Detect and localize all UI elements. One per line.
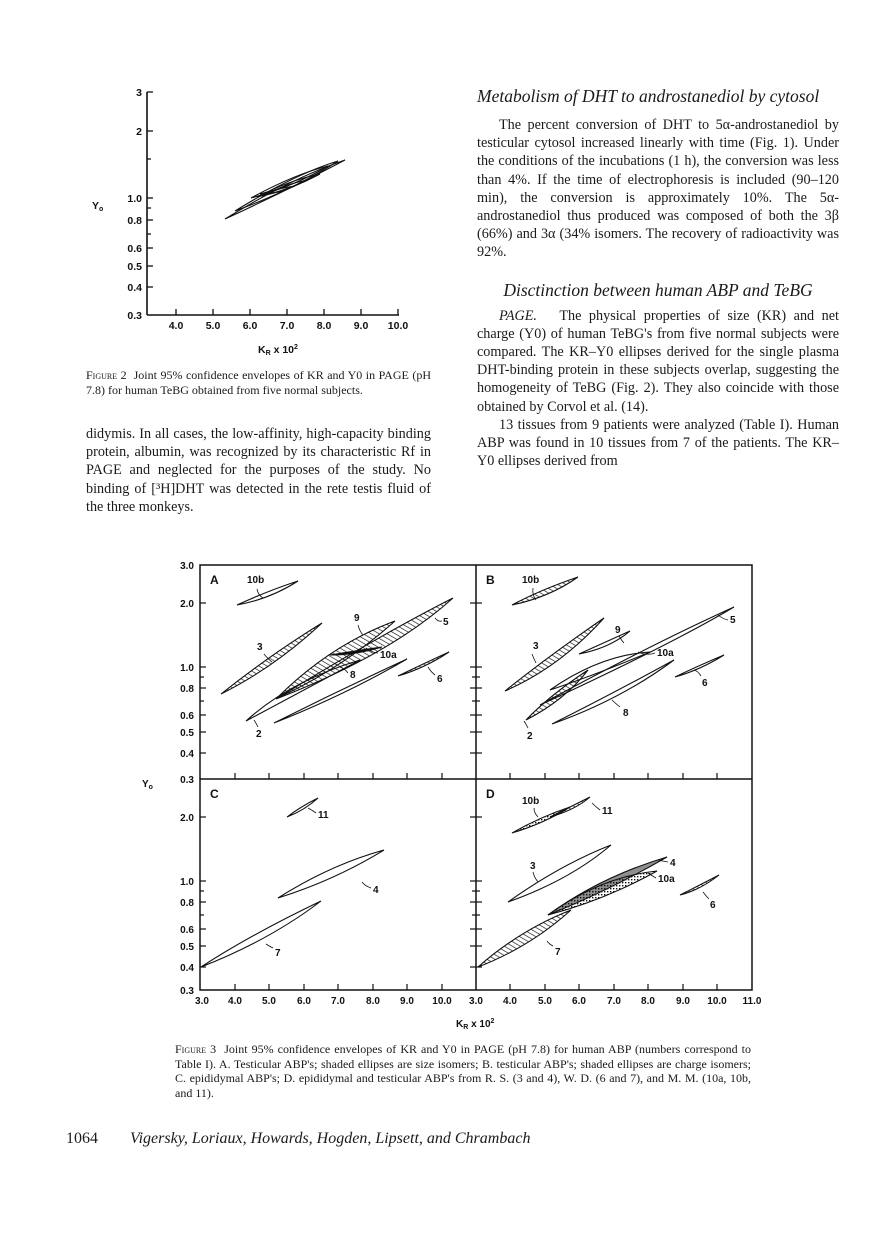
running-footer-authors: Vigersky, Loriaux, Howards, Hogden, Lipsett, and Chrambach xyxy=(130,1130,531,1147)
svg-text:6: 6 xyxy=(710,900,716,911)
svg-text:4.0: 4.0 xyxy=(503,996,517,1007)
svg-text:0.5: 0.5 xyxy=(180,728,194,739)
page-number: 1064 xyxy=(66,1130,98,1147)
svg-text:6: 6 xyxy=(437,674,443,685)
svg-text:0.6: 0.6 xyxy=(127,243,142,255)
paragraph-text: The physical properties of size (KR) and net charge (Y0) of human TeBG's from five normal subjects were compared. The KR–Y0 ellipses derived for the single plasma DHT-binding protein in these subjects overlap, suggesting the homogeneity of TeBG (Fig. 2). They also coincide with those obtained by Corvol et al. (14). xyxy=(477,307,839,415)
figure-3-caption-text: Joint 95% confidence envelopes of KR and Y0 in PAGE (pH 7.8) for human ABP (numbers correspond to Table I). A. Testicular ABP's; shaded ellipses are size isomers; B. testicular ABP's; shaded ellipses are charge isomers; C. epididymal ABP's; D. epididymal and testicular ABP's from R. S. (3 and 4), W. D. (6 and 7), and M. M. (10a, 10b, and 11). xyxy=(175,1042,751,1100)
svg-text:0.5: 0.5 xyxy=(127,261,142,273)
svg-text:0.4: 0.4 xyxy=(180,749,194,760)
figure-2-label: Figure 2 xyxy=(86,368,127,382)
svg-text:6: 6 xyxy=(702,678,708,689)
svg-text:11: 11 xyxy=(318,810,329,821)
paragraph-lead: PAGE. xyxy=(499,307,537,324)
svg-text:4.0: 4.0 xyxy=(228,996,242,1007)
svg-text:0.8: 0.8 xyxy=(180,684,194,695)
svg-text:8: 8 xyxy=(350,670,356,681)
svg-text:11: 11 xyxy=(602,806,613,817)
svg-text:8: 8 xyxy=(623,708,629,719)
svg-text:0.4: 0.4 xyxy=(180,963,194,974)
svg-text:3: 3 xyxy=(136,87,142,99)
svg-text:8.0: 8.0 xyxy=(641,996,655,1007)
svg-text:2: 2 xyxy=(256,729,262,740)
svg-text:2.0: 2.0 xyxy=(180,813,194,824)
svg-text:7.0: 7.0 xyxy=(607,996,621,1007)
left-column-paragraph xyxy=(86,425,431,516)
svg-text:1.0: 1.0 xyxy=(180,877,194,888)
figure-2-caption xyxy=(86,368,431,397)
figure-3-label: Figure 3 xyxy=(175,1042,217,1056)
svg-text:3: 3 xyxy=(257,642,263,653)
section-heading-metabolism: Metabolism of DHT to androstanediol by cytosol xyxy=(477,86,820,106)
svg-text:7.0: 7.0 xyxy=(331,996,345,1007)
paragraph-text: didymis. In all cases, the low-affinity, high-capacity binding protein, albumin, was recognized by its characteristic Rf in PAGE and neglected for the purposes of the study. No binding of [³H]DHT was detected in the rete testis fluid of the three monkeys. xyxy=(86,426,431,515)
svg-text:8.0: 8.0 xyxy=(366,996,380,1007)
svg-text:10b: 10b xyxy=(522,796,540,807)
paragraph-tissues: 13 tissues from 9 patients were analyzed (Table I). Human ABP was found in 10 tissues from 7 of the patients. The KR–Y0 ellipses derived from xyxy=(477,416,839,470)
panel-d-ellipses xyxy=(478,797,719,967)
panel-b-ellipses xyxy=(505,577,734,724)
y-axis-label: Yo xyxy=(92,200,104,213)
svg-text:10b: 10b xyxy=(247,575,265,586)
svg-text:0.3: 0.3 xyxy=(180,986,194,997)
svg-text:3.0: 3.0 xyxy=(195,996,209,1007)
svg-text:0.8: 0.8 xyxy=(180,898,194,909)
svg-text:7: 7 xyxy=(555,947,561,958)
svg-text:10b: 10b xyxy=(522,575,540,586)
svg-text:6.0: 6.0 xyxy=(572,996,586,1007)
svg-text:10.0: 10.0 xyxy=(387,320,409,332)
figure-3-plot xyxy=(130,555,780,1035)
paragraph-metabolism: The percent conversion of DHT to 5α-androstanediol by testicular cytosol increased linearly with time (Fig. 1). Under the conditions of the incubations (1 h), the conversion was less than 4%. If the time of electrophoresis is included (90–120 min), the conversion is approximately 10%. The 5α-androstanediol thus produced was composed of both the 3β (66%) and 3α (34% isomers. The recovery of radioactivity was 92%. xyxy=(477,117,839,261)
panel-c-ellipses xyxy=(201,798,384,967)
svg-text:5.0: 5.0 xyxy=(538,996,552,1007)
svg-text:3.0: 3.0 xyxy=(469,996,483,1007)
svg-text:10a: 10a xyxy=(380,650,397,661)
svg-text:7: 7 xyxy=(275,948,281,959)
svg-text:9.0: 9.0 xyxy=(400,996,414,1007)
svg-text:4: 4 xyxy=(373,885,379,896)
paragraph-page xyxy=(477,307,839,416)
figure-3-caption xyxy=(175,1042,751,1100)
svg-text:0.3: 0.3 xyxy=(127,310,142,322)
section-heading-distinction: Disctinction between human ABP and TeBG xyxy=(503,279,813,300)
svg-text:9: 9 xyxy=(354,613,360,624)
svg-text:2: 2 xyxy=(527,731,533,742)
svg-text:4.0: 4.0 xyxy=(168,320,184,332)
svg-text:9: 9 xyxy=(615,625,621,636)
svg-text:7.0: 7.0 xyxy=(279,320,295,332)
svg-text:10a: 10a xyxy=(658,874,675,885)
panel-a-ellipses xyxy=(221,581,453,723)
svg-text:3: 3 xyxy=(530,861,536,872)
svg-text:5: 5 xyxy=(443,617,449,628)
svg-text:4: 4 xyxy=(670,858,676,869)
figure-2-plot xyxy=(80,84,430,359)
panel-c-labels xyxy=(275,810,379,959)
svg-text:2.0: 2.0 xyxy=(180,599,194,610)
svg-text:3.0: 3.0 xyxy=(180,561,194,572)
svg-text:6.0: 6.0 xyxy=(242,320,258,332)
right-column xyxy=(477,86,839,470)
panel-label-d: D xyxy=(486,787,495,801)
svg-text:1.0: 1.0 xyxy=(127,193,142,205)
svg-text:0.4: 0.4 xyxy=(127,282,142,294)
svg-text:10a: 10a xyxy=(657,648,674,659)
svg-text:11.0: 11.0 xyxy=(742,996,762,1007)
figure-2-caption-text: Joint 95% confidence envelopes of KR and Y0 in PAGE (pH 7.8) for human TeBG obtained from five normal subjects. xyxy=(86,368,431,397)
panel-label-a: A xyxy=(210,573,219,587)
y-axis-label: $Y_o$ xyxy=(142,779,153,791)
svg-text:2: 2 xyxy=(136,126,142,138)
svg-text:3: 3 xyxy=(533,641,539,652)
svg-text:9.0: 9.0 xyxy=(353,320,369,332)
svg-text:1.0: 1.0 xyxy=(180,663,194,674)
svg-text:6.0: 6.0 xyxy=(297,996,311,1007)
panel-label-c: C xyxy=(210,787,219,801)
svg-text:8.0: 8.0 xyxy=(316,320,332,332)
x-axis-label: KR x $10^2$ xyxy=(258,344,298,357)
svg-text:5.0: 5.0 xyxy=(262,996,276,1007)
svg-text:5: 5 xyxy=(730,615,736,626)
svg-text:5.0: 5.0 xyxy=(205,320,221,332)
panel-label-b: B xyxy=(486,573,495,587)
svg-text:0.3: 0.3 xyxy=(180,775,194,786)
x-axis-label: $K_R$ x $10^2$ xyxy=(456,1018,495,1031)
svg-text:0.6: 0.6 xyxy=(180,925,194,936)
svg-text:0.6: 0.6 xyxy=(180,711,194,722)
svg-text:9.0: 9.0 xyxy=(676,996,690,1007)
svg-text:10.0: 10.0 xyxy=(707,996,727,1007)
svg-text:0.8: 0.8 xyxy=(127,215,142,227)
svg-text:0.5: 0.5 xyxy=(180,942,194,953)
svg-text:10.0: 10.0 xyxy=(432,996,452,1007)
